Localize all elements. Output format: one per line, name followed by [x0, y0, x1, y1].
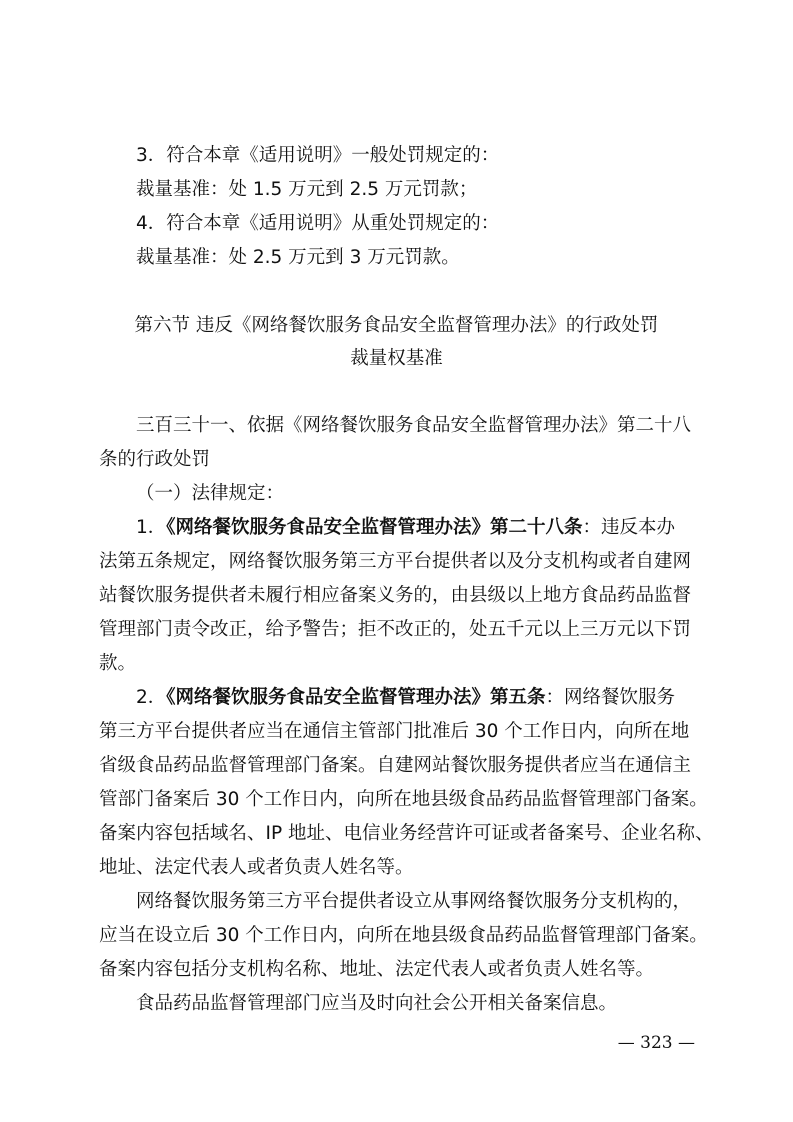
item-heading: 三百三十一、依据《网络餐饮服务食品安全监督管理办法》第二十八 [136, 415, 692, 436]
text-line: 4．符合本章《适用说明》从重处罚规定的： [136, 213, 500, 234]
bold-citation: 《网络餐饮服务食品安全监督管理办法》第五条 [166, 687, 546, 708]
paragraph-line: 省级食品药品监督管理部门备案。自建网站餐饮服务提供者应当在通信主 [99, 755, 692, 776]
paragraph-line [136, 685, 675, 711]
item-number: 2． [136, 687, 167, 708]
section-title: 第六节 违反《网络餐饮服务食品安全监督管理办法》的行政处罚 [134, 315, 659, 336]
paragraph-line: 应当在设立后 30 个工作日内，向所在地县级食品药品监督管理部门备案。 [99, 925, 708, 946]
paragraph-line: 第三方平台提供者应当在通信主管部门批准后 30 个工作日内，向所在地 [99, 721, 690, 742]
text-line: 裁量基准：处 1.5 万元到 2.5 万元罚款； [136, 179, 478, 200]
text-line: 裁量基准：处 2.5 万元到 3 万元罚款。 [136, 247, 460, 268]
paragraph-line: 备案内容包括域名、IP 地址、电信业务经营许可证或者备案号、企业名称、 [99, 823, 714, 844]
paragraph-line: 站餐饮服务提供者未履行相应备案义务的，由县级以上地方食品药品监督 [99, 585, 692, 606]
paragraph-line: 网络餐饮服务第三方平台提供者设立从事网络餐饮服务分支机构的， [136, 891, 692, 912]
page-number: — 323 — [617, 1033, 695, 1053]
bold-citation: 《网络餐饮服务食品安全监督管理办法》第二十八条 [166, 517, 583, 538]
item-number: 1． [136, 517, 167, 538]
text-span: ：违反本办 [582, 517, 676, 538]
text-line: 3．符合本章《适用说明》一般处罚规定的： [136, 145, 500, 166]
subheading: （一）法律规定： [136, 483, 285, 504]
paragraph-line: 管部门备案后 30 个工作日内，向所在地县级食品药品监督管理部门备案。 [99, 789, 708, 810]
paragraph-line: 食品药品监督管理部门应当及时向社会公开相关备案信息。 [136, 993, 618, 1014]
section-title-continued: 裁量权基准 [350, 348, 443, 369]
paragraph-line: 管理部门责令改正，给予警告；拒不改正的，处五千元以上三万元以下罚 [99, 619, 692, 640]
paragraph-line: 备案内容包括分支机构名称、地址、法定代表人或者负责人姓名等。 [99, 959, 655, 980]
paragraph-line [136, 515, 675, 541]
paragraph-line: 法第五条规定，网络餐饮服务第三方平台提供者以及分支机构或者自建网 [99, 551, 692, 572]
paragraph-line: 款。 [99, 653, 137, 674]
item-heading-continued: 条的行政处罚 [99, 449, 211, 470]
paragraph-line: 地址、法定代表人或者负责人姓名等。 [99, 857, 414, 878]
text-span: ：网络餐饮服务 [545, 687, 676, 708]
